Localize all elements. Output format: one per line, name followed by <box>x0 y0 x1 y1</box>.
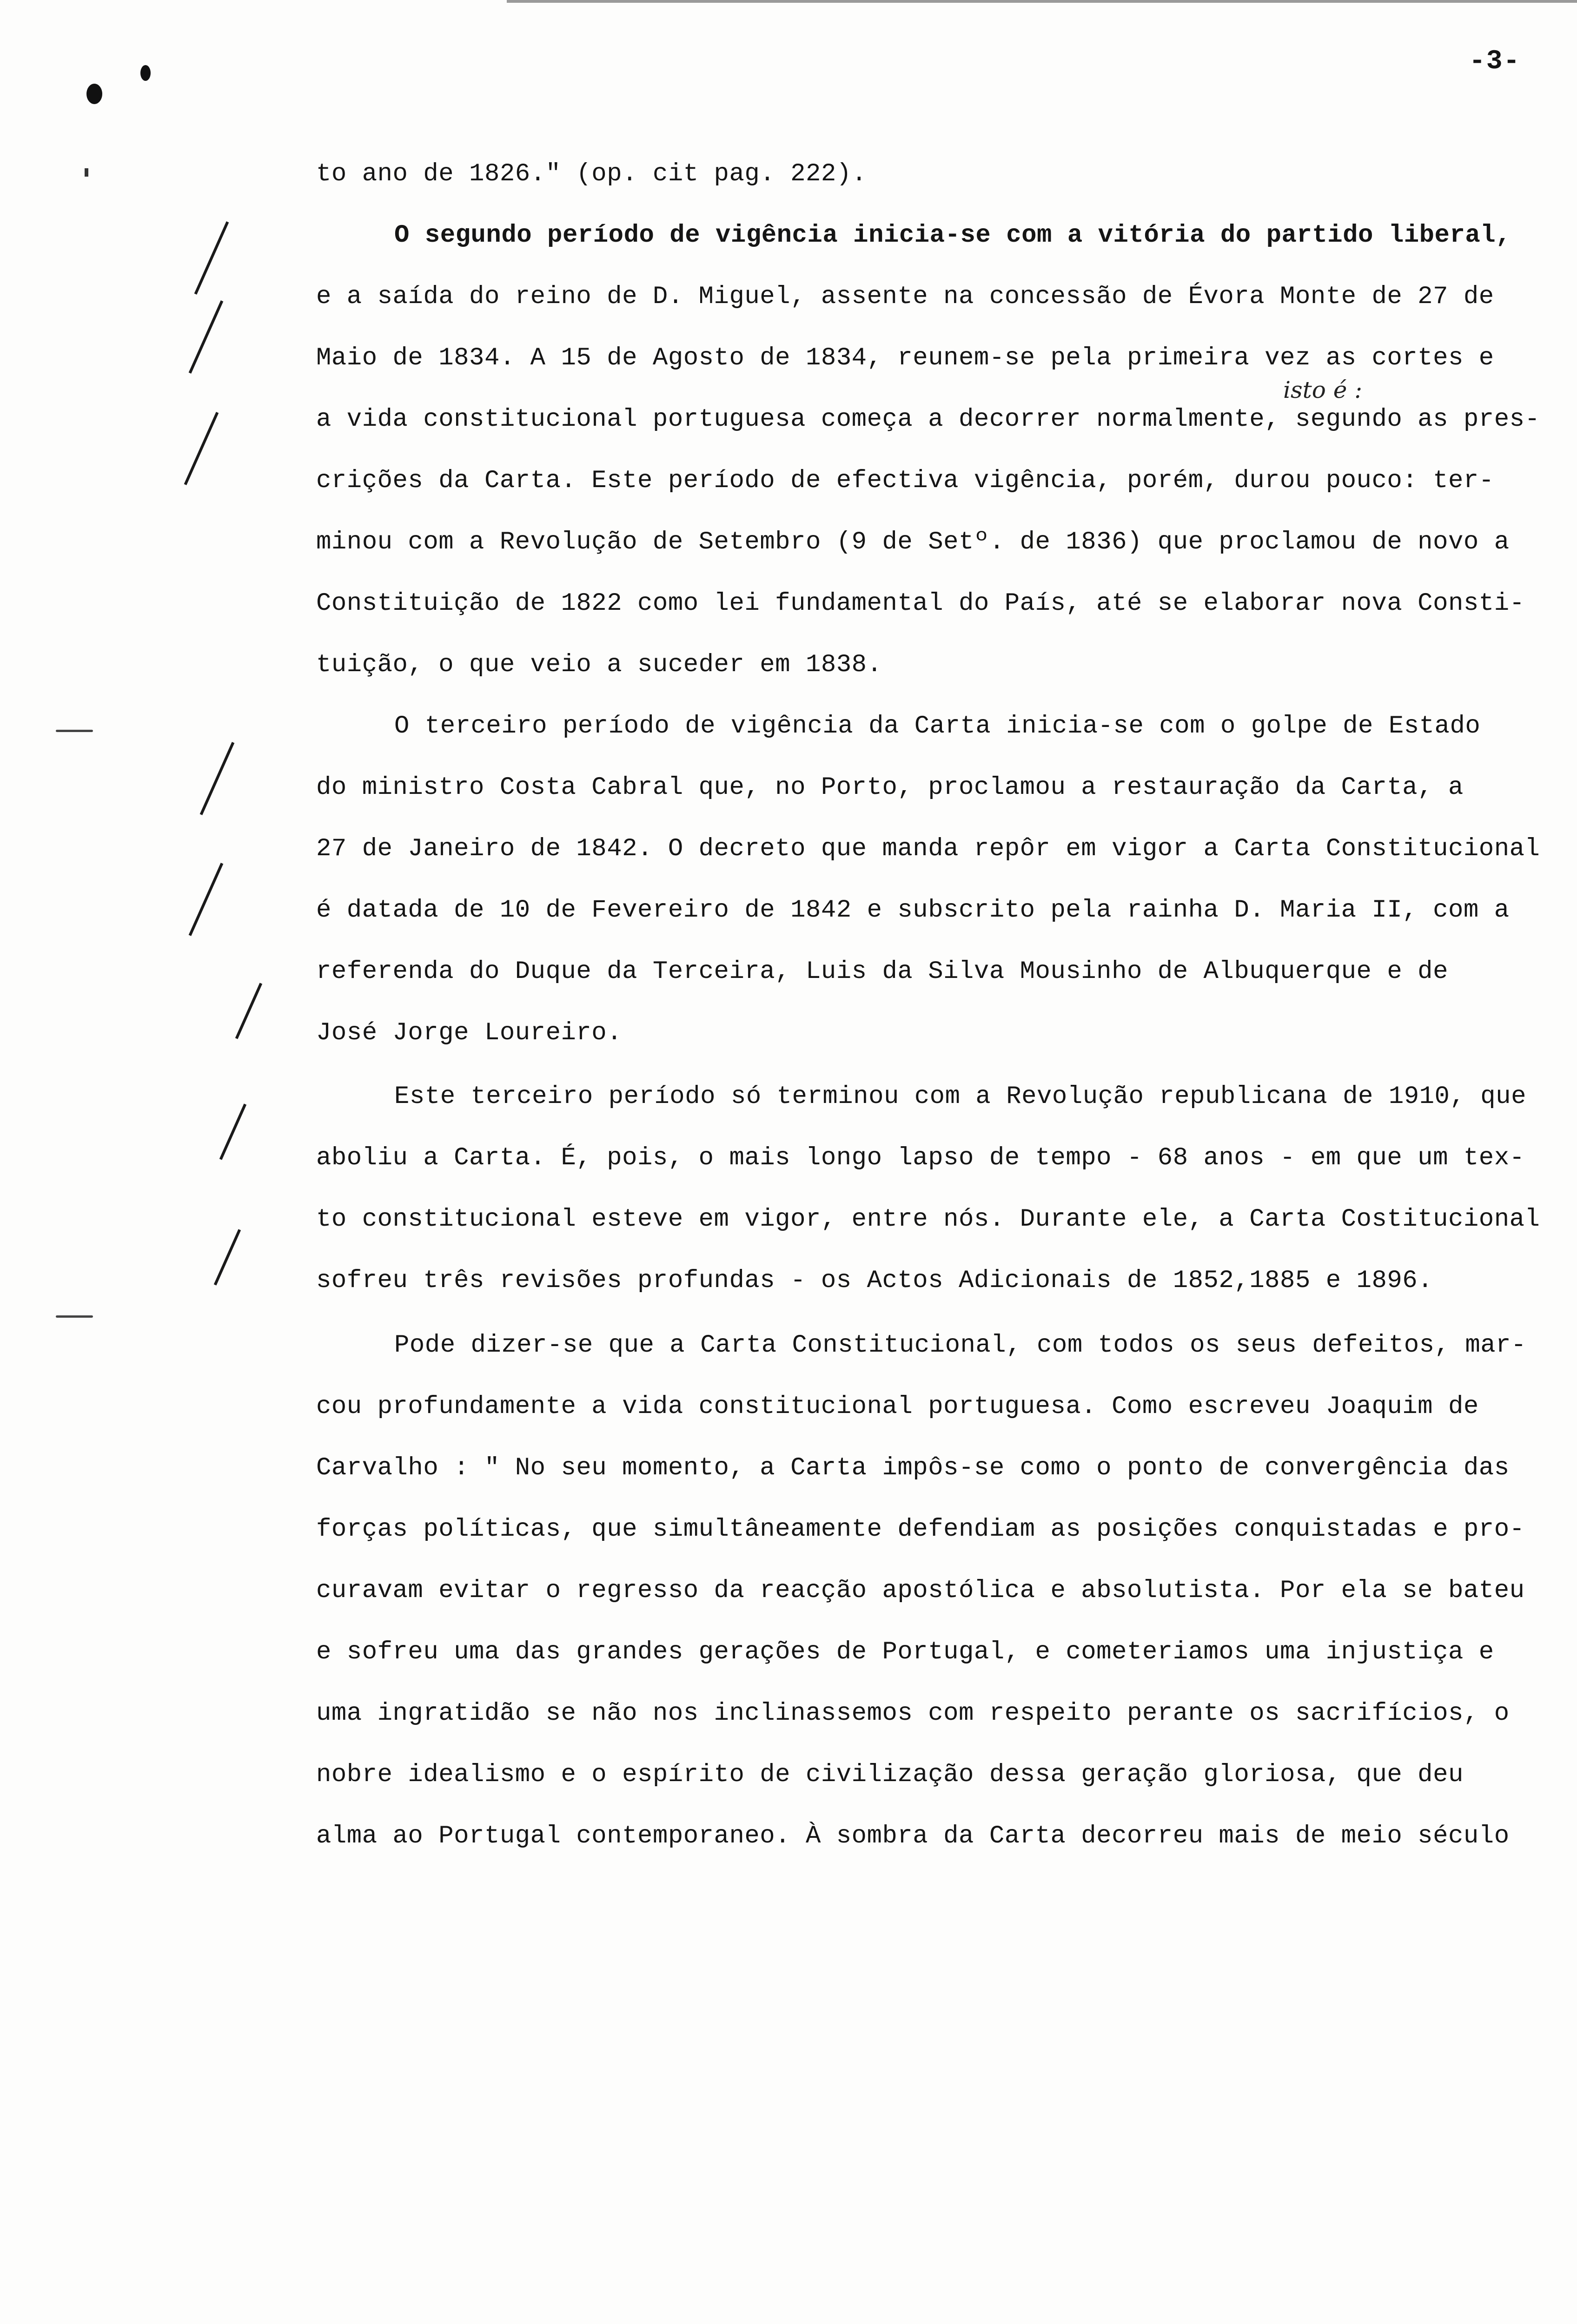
margin-check-mark <box>219 1103 246 1160</box>
text-line: O segundo período de vigência inicia-se com a vitória do partido liberal, <box>394 221 1511 250</box>
margin-check-mark <box>189 300 224 374</box>
interlinear-handwritten-note: isto é : <box>1283 376 1363 403</box>
margin-check-mark <box>184 412 219 485</box>
text-line: tuição, o que veio a suceder em 1838. <box>316 651 882 679</box>
text-line: referenda do Duque da Terceira, Luis da Silva Mousinho de Albuquerque e de <box>316 957 1448 986</box>
text-line: José Jorge Loureiro. <box>316 1019 623 1047</box>
margin-check-mark <box>189 863 224 936</box>
text-line: Constituição de 1822 como lei fundamental do País, até se elaborar nova Consti- <box>316 589 1525 618</box>
text-line: minou com a Revolução de Setembro (9 de Setº. de 1836) que proclamou de novo a <box>316 528 1510 556</box>
margin-check-mark <box>235 983 262 1039</box>
text-line: sofreu três revisões profundas - os Actos Adicionais de 1852,1885 e 1896. <box>316 1267 1433 1295</box>
text-line: forças políticas, que simultâneamente defendiam as posições conquistadas e pro- <box>316 1515 1525 1544</box>
text-line: O terceiro período de vigência da Carta inicia-se com o golpe de Estado <box>394 712 1481 740</box>
margin-check-mark <box>214 1229 241 1285</box>
text-line: curavam evitar o regresso da reacção apostólica e absolutista. Por ela se bateu <box>316 1577 1525 1605</box>
text-line: to constitucional esteve em vigor, entre nós. Durante ele, a Carta Costitucional <box>316 1205 1540 1234</box>
text-line: e sofreu uma das grandes gerações de Portugal, e cometeriamos uma injustiça e <box>316 1638 1494 1666</box>
margin-dash-mark <box>56 730 93 732</box>
punch-hole-mark <box>140 65 151 81</box>
margin-dash-mark <box>56 1315 93 1318</box>
margin-check-mark <box>200 742 235 815</box>
text-line: e a saída do reino de D. Miguel, assente na concessão de Évora Monte de 27 de <box>316 283 1494 311</box>
text-line: aboliu a Carta. É, pois, o mais longo lapso de tempo - 68 anos - em que um tex- <box>316 1144 1525 1172</box>
text-line: Este terceiro período só terminou com a Revolução republicana de 1910, que <box>394 1083 1526 1111</box>
text-line: nobre idealismo e o espírito de civilização dessa geração gloriosa, que deu <box>316 1761 1464 1789</box>
text-line: Carvalho : " No seu momento, a Carta impôs-se como o ponto de convergência das <box>316 1454 1510 1482</box>
text-line: é datada de 10 de Fevereiro de 1842 e subscrito pela rainha D. Maria II, com a <box>316 896 1510 924</box>
text-line: to ano de 1826." (op. cit pag. 222). <box>316 160 867 188</box>
text-line: do ministro Costa Cabral que, no Porto, proclamou a restauração da Carta, a <box>316 773 1464 802</box>
text-line: uma ingratidão se não nos inclinassemos com respeito perante os sacrifícios, o <box>316 1699 1510 1728</box>
punch-hole-mark <box>86 84 102 104</box>
top-edge-rule <box>507 0 1577 3</box>
text-line: Maio de 1834. A 15 de Agosto de 1834, reunem-se pela primeira vez as cortes e <box>316 344 1494 372</box>
text-line: cou profundamente a vida constitucional portuguesa. Como escreveu Joaquim de <box>316 1393 1479 1421</box>
text-line: 27 de Janeiro de 1842. O decreto que manda repôr em vigor a Carta Constitucional <box>316 835 1540 863</box>
margin-check-mark <box>194 221 229 295</box>
page-number: -3- <box>1469 46 1521 77</box>
text-line: crições da Carta. Este período de efectiva vigência, porém, durou pouco: ter- <box>316 467 1494 495</box>
text-line: a vida constitucional portuguesa começa a decorrer normalmente, segundo as pres- <box>316 405 1540 434</box>
ink-speck <box>85 168 88 177</box>
text-line: Pode dizer-se que a Carta Constitucional, com todos os seus defeitos, mar- <box>394 1331 1526 1360</box>
text-line: alma ao Portugal contemporaneo. À sombra da Carta decorreu mais de meio século <box>316 1822 1510 1850</box>
